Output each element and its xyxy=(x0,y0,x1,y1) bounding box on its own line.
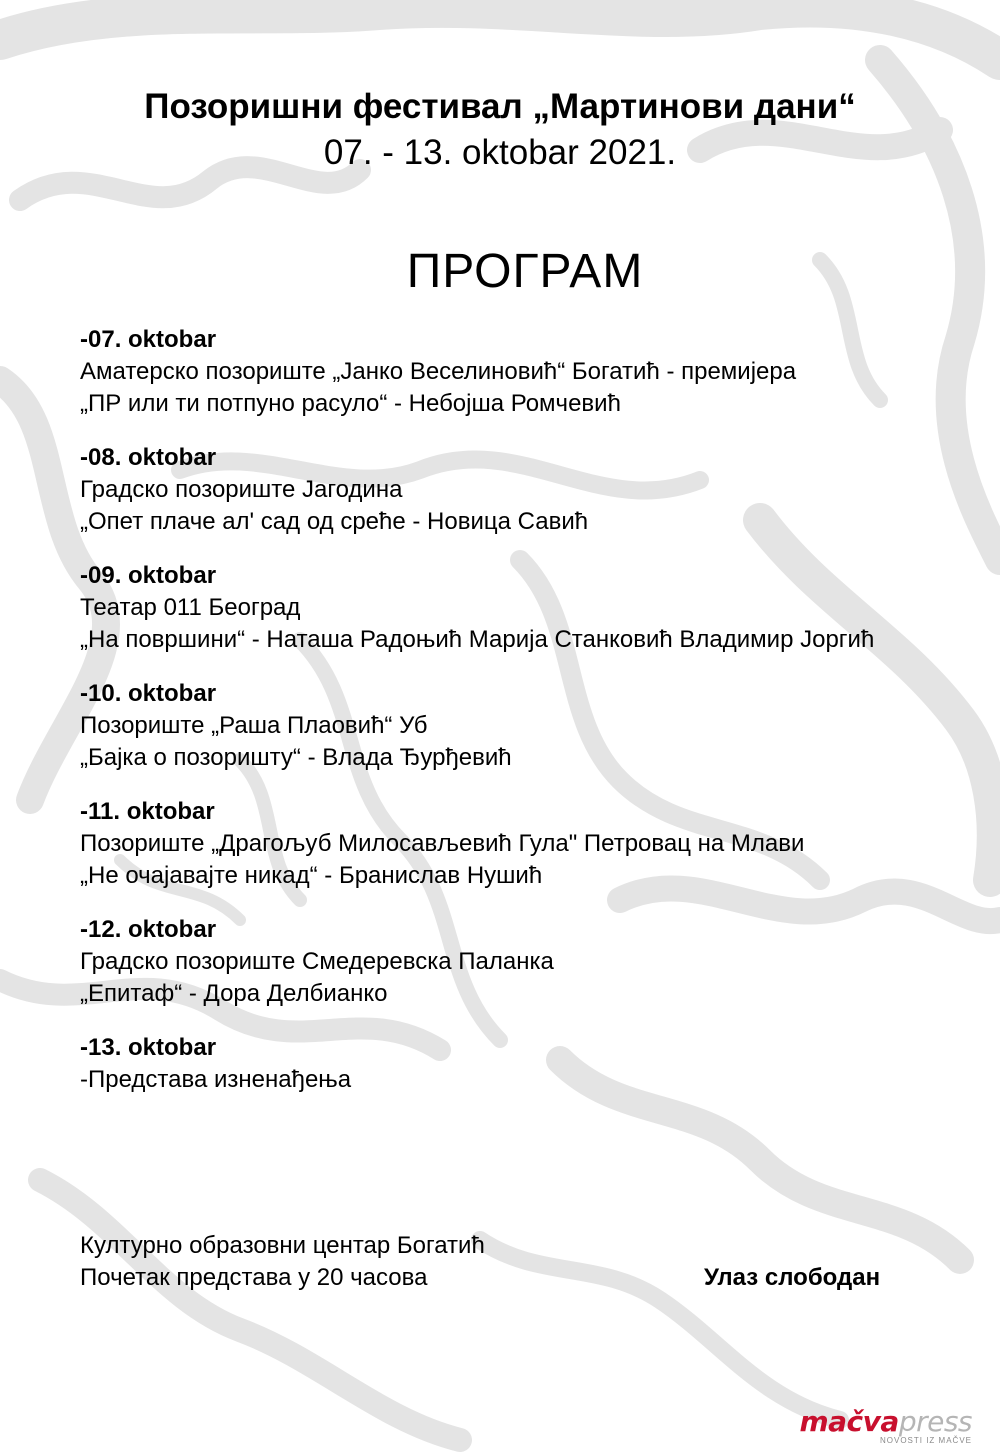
day-date: -07. oktobar xyxy=(80,326,217,353)
day-surprise: -Представа изненађења xyxy=(80,1066,352,1093)
day-date: -08. oktobar xyxy=(80,444,217,471)
schedule-day xyxy=(80,796,980,892)
festival-dates: 07. - 13. oktobar 2021. xyxy=(323,133,677,172)
program-heading: ПРОГРАМ xyxy=(406,245,644,298)
schedule-day xyxy=(80,560,980,656)
day-theatre: Градско позориште Јагодина xyxy=(80,476,403,503)
logo-main-text: mačva xyxy=(799,1405,899,1438)
schedule-day xyxy=(80,1032,980,1096)
program-schedule xyxy=(80,324,980,1118)
day-play: „Бајка о позоришту“ - Влада Ђурђевић xyxy=(80,744,512,771)
free-entry-text: Улаз слободан xyxy=(704,1264,881,1291)
schedule-day xyxy=(80,678,980,774)
start-time-text: Почетак представа у 20 часова xyxy=(80,1264,428,1291)
day-play: „ПР или ти потпуно расуло“ - Небојша Ромчевић xyxy=(80,390,621,417)
day-theatre: Градско позориште Смедеревска Паланка xyxy=(80,948,554,975)
day-date: -12. oktobar xyxy=(80,916,217,943)
day-theatre: Позориште „Раша Плаовић“ Уб xyxy=(80,712,428,739)
schedule-day xyxy=(80,914,980,1010)
macvapress-logo xyxy=(799,1405,972,1446)
logo-press-text: press xyxy=(898,1405,972,1438)
logo-tagline: NOVOSTI IZ MAČVE xyxy=(879,1436,972,1445)
day-date: -11. oktobar xyxy=(80,798,215,825)
footer-info xyxy=(80,1230,485,1294)
day-theatre: Аматерско позориште „Јанко Веселиновић“ Богатић - премијера xyxy=(80,358,797,385)
day-theatre: Театар 011 Београд xyxy=(80,594,301,621)
day-date: -10. oktobar xyxy=(80,680,217,707)
schedule-day xyxy=(80,442,980,538)
day-play: „Не очајавајте никад“ - Бранислав Нушић xyxy=(80,862,543,889)
day-play: „Опет плаче ал' сад од среће - Новица Савић xyxy=(80,508,589,535)
festival-title: Позоришни фестивал „Мартинови дани“ xyxy=(144,87,856,126)
day-play: „На површини“ - Наташа Радоњић Марија Станковић Владимир Јоргић xyxy=(80,626,875,653)
day-date: -13. oktobar xyxy=(80,1034,217,1061)
schedule-day xyxy=(80,324,980,420)
day-play: „Епитаф“ - Дора Делбианко xyxy=(80,980,388,1007)
day-date: -09. oktobar xyxy=(80,562,217,589)
day-theatre: Позориште „Драгољуб Милосављевић Гула" Петровац на Млави xyxy=(80,830,805,857)
venue-text: Културно образовни центар Богатић xyxy=(80,1232,485,1259)
